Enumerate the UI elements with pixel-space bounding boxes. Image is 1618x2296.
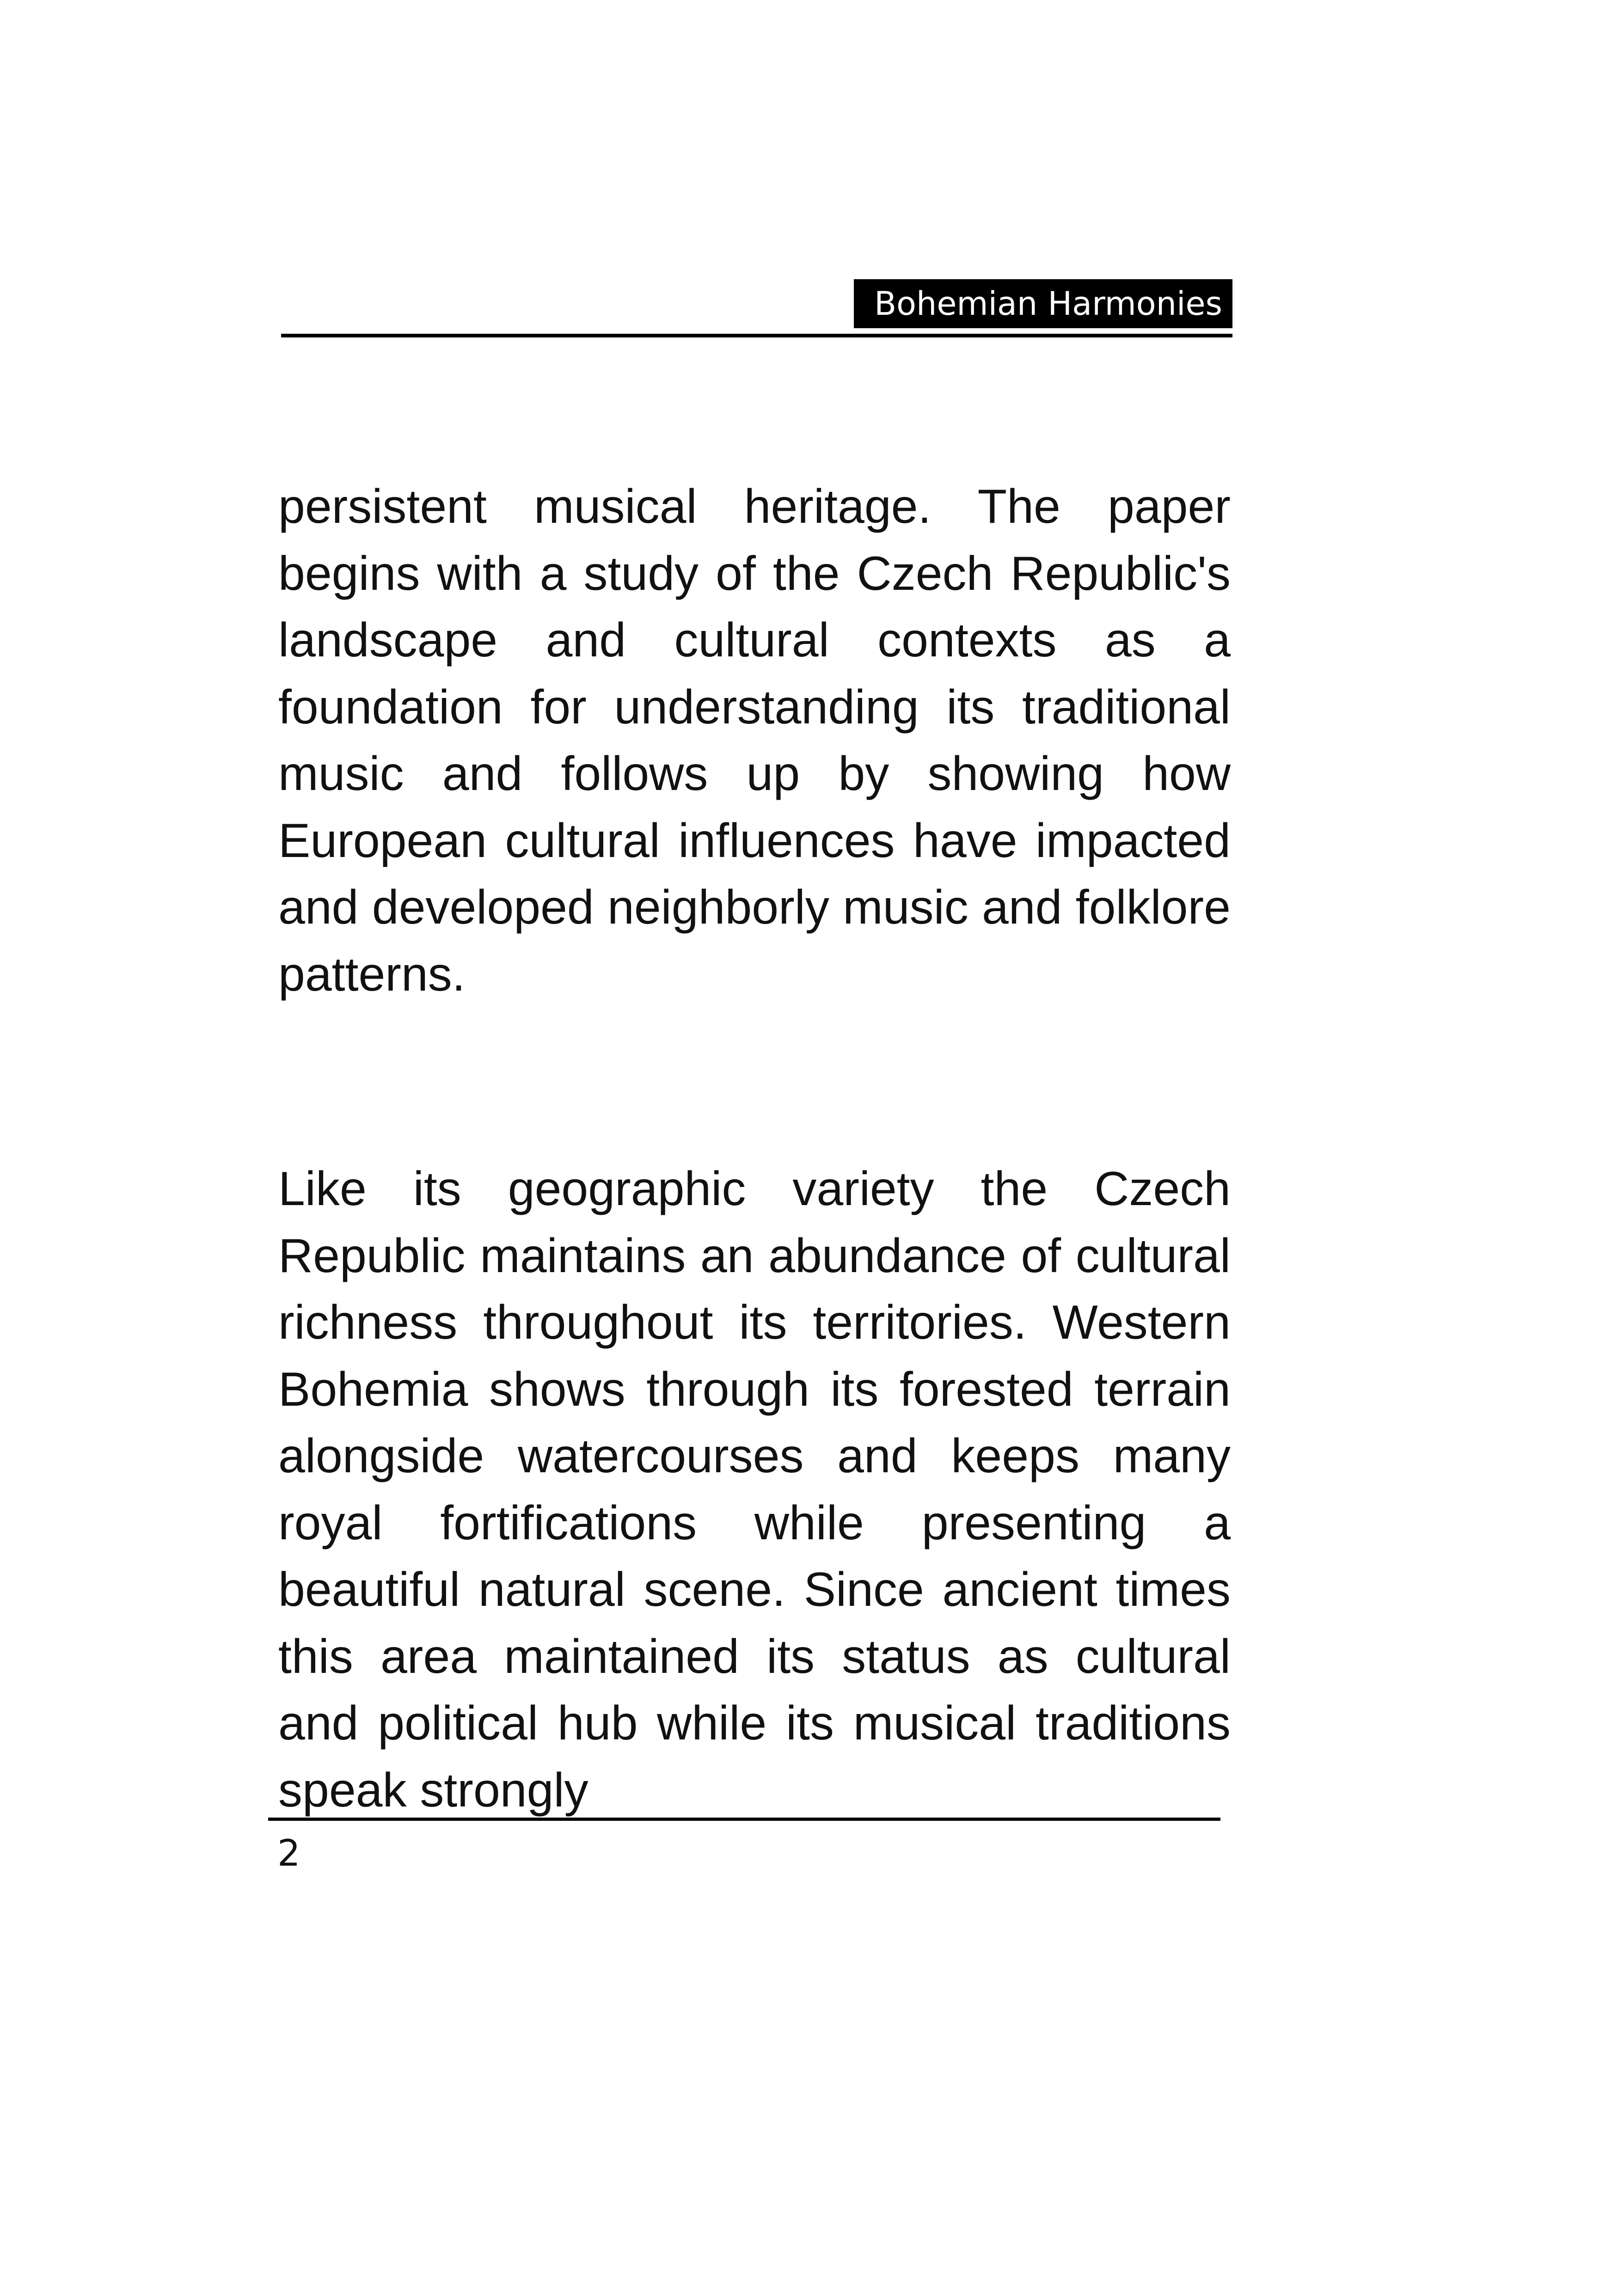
body-paragraph: persistent musical heritage. The paper begins with a study of the Czech Republic's landscape and cultural contexts as a foundation for understanding its traditional music and follows up by showing how European cultural influences have impacted and developed neighborly music and folklore patterns. [278, 480, 1231, 1001]
page-number: 2 [277, 1833, 300, 1874]
running-header-title: Bohemian Harmonies [854, 279, 1232, 328]
body-paragraph-2-container [278, 1156, 1231, 1824]
body-paragraph: Like its geographic variety the Czech Republic maintains an abundance of cultural richness throughout its territories. Western Bohemia shows through its forested terrain alongside watercourses and keeps many royal fortifications while presenting a beautiful natural scene. Since ancient times this area maintained its status as cultural and political hub while its musical traditions speak strongly [278, 1162, 1231, 1817]
header-divider [281, 334, 1232, 337]
body-paragraph-1-container [278, 473, 1231, 1008]
footer-divider [268, 1818, 1220, 1821]
